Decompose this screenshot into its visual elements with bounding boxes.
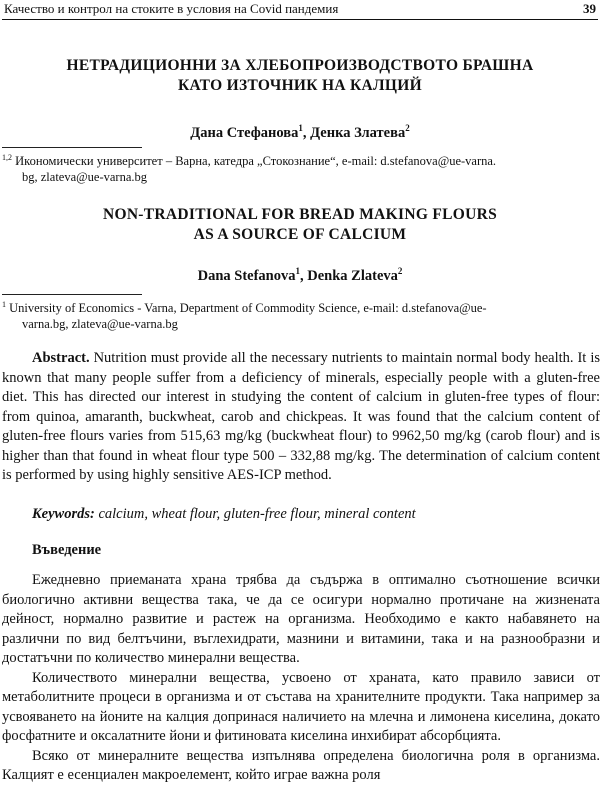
en-author-2-sup: 2 <box>397 266 403 276</box>
running-header <box>4 0 596 20</box>
intro-paragraph-2: Количеството минерални вещества, усвоено от храната, като правило зависи от метаболитните процеси в организма и от състава на хранителните продукти. Така например за усвояването на йоните на калция допринася наличието на млечна и лимонена киселина, докато фосфатните и оксалатните йони и фитиновата киселина инхибират абсорбцията. <box>2 669 600 744</box>
intro-paragraph-1: Ежедневно приеманата храна трябва да съдържа в оптимално съотношение всички биологично активни вещества така, че да се осигури нормално протичане на жизнената дейност, нормално развитие и растеж на организма. Необходимо е както набавянето на различни по вид белтъчини, въглехидрати, мазнини и витамини, така и на разнообразни и достатъчни по количество минерални вещества. <box>2 572 600 666</box>
bg-affiliation-sup: 1,2 <box>2 153 12 162</box>
intro-paragraph-3: Всяко от минералните вещества изпълнява определена биологична роля в организма. Калцият е есенциален макроелемент, който играе важна роля <box>2 747 600 783</box>
journal-title: Качество и контрол на стоките в условия на Covid пандемия <box>4 1 339 16</box>
en-author-2: Denka Zlateva <box>307 267 398 284</box>
bg-affiliation-line-2: bg, zlateva@ue-varna.bg <box>22 170 147 185</box>
en-author-separator: , <box>300 267 308 284</box>
en-affiliation-line-1: University of Economics - Varna, Department of Commodity Science, e-mail: d.stefanova@ue- <box>6 301 487 316</box>
abstract <box>2 349 600 486</box>
bg-title <box>0 56 600 96</box>
en-title-line-1: NON-TRADITIONAL FOR BREAD MAKING FLOURS <box>102 206 498 223</box>
bg-author-separator: , <box>302 124 311 141</box>
bg-author-2-sup: 2 <box>405 123 410 133</box>
header-rule <box>2 19 598 20</box>
abstract-label: Abstract. <box>32 350 90 366</box>
bg-title-line-1: НЕТРАДИЦИОННИ ЗА ХЛЕБОПРОИЗВОДСТВОТО БРАШНА <box>66 57 534 74</box>
bg-affiliation <box>2 150 600 185</box>
bg-author-1: Дана Стефанова <box>190 124 299 141</box>
bg-author-1-sup: 1 <box>298 123 303 133</box>
keywords-text: calcium, wheat flour, gluten-free flour, mineral content <box>94 506 416 522</box>
en-footnote-rule <box>2 294 142 295</box>
en-author-1: Dana Stefanova <box>197 267 296 284</box>
bg-authors <box>0 119 600 142</box>
en-affiliation-sup: 1 <box>2 300 6 309</box>
bg-title-line-2: КАТО ИЗТОЧНИК НА КАЛЦИЙ <box>178 77 422 94</box>
bg-affiliation-line-1: Икономически университет – Варна, катедра „Стокознание“, e-mail: d.stefanova@ue-varna. <box>12 154 497 169</box>
en-title-line-2: AS A SOURCE OF CALCIUM <box>193 226 407 243</box>
en-authors <box>0 262 600 285</box>
en-author-1-sup: 1 <box>295 266 300 276</box>
keywords-label: Keywords: <box>32 506 95 522</box>
bg-author-2: Денка Златева <box>310 124 406 141</box>
introduction-body <box>2 571 600 786</box>
en-affiliation-line-2: varna.bg, zlateva@ue-varna.bg <box>22 317 178 332</box>
abstract-paragraph <box>2 349 600 486</box>
section-heading-introduction: Въведение <box>32 542 102 558</box>
keywords <box>2 505 600 525</box>
bg-footnote-rule <box>2 147 142 148</box>
en-title <box>0 205 600 245</box>
en-affiliation <box>2 297 600 332</box>
page-number: 39 <box>583 1 596 16</box>
abstract-text: Nutrition must provide all the necessary nutrients to maintain normal body health. It is known that many people suffer from a deficiency of minerals, especially people with a gluten-free diet. This has directed our interest in studying the content of calcium in gluten-free types of flour: from quinoa, amaranth, buckwheat, carob and chickpeas. It was found that the calcium content of gluten-free flours varies from 515,63 mg/kg (buckwheat flour) to 9962,50 mg/kg (carob flour) and is higher than that found in wheat flour type 500 – 332,88 mg/kg. The determination of calcium content is performed by using highly sensitive AES-ICP method. <box>2 350 600 483</box>
